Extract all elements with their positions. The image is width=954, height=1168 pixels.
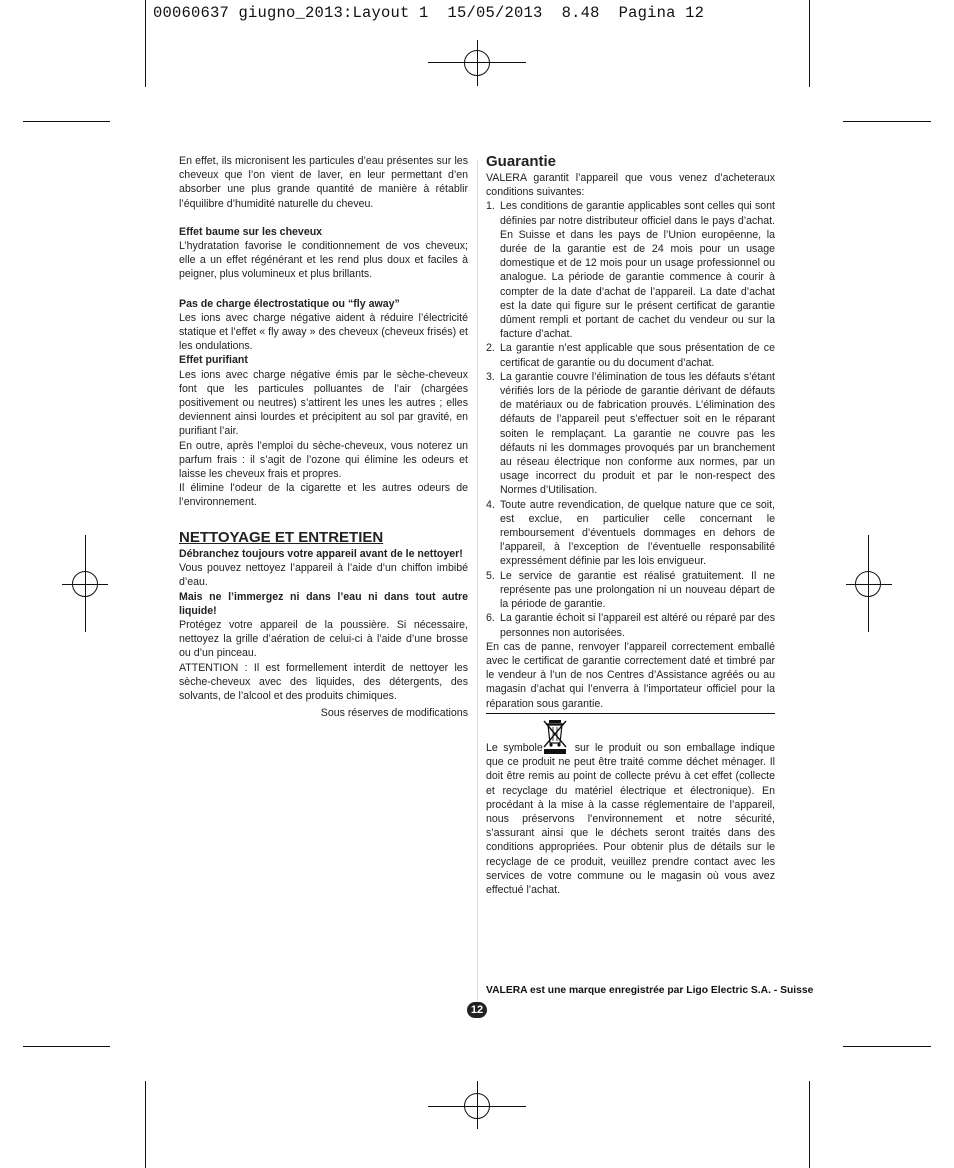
section-heading: Pas de charge électrostatique ou “fly away”: [179, 297, 400, 310]
list-item: 4. Toute autre revendication, de quelque nature que ce soit, est exclue, en particulier celle concernant le remboursement d’éventuels dommages en dehors de l’appareil, à l’exception de l’éventuelle responsabilité expressément définie par les lois envigueur.: [486, 498, 775, 568]
weee-text: sur le produit ou son emballage indique que ce produit ne peut être traité comme déchet ménager. Il doit être remis au point de collecte prévu à cet effet (collecte et recyclage du matériel électrique et électronique). En procédant à la mise à la casse réglementaire de l’appareil, nous préservons l’environnement et notre sécurité, s’assurant ainsi que le déchets seront traités dans des conditions appropriées. Pour obtenir plus de détails sur le recyclage de ce produit, veuillez prendre contact avec les services de votre commune ou le magasin où vous avez effectué l’achat.: [486, 742, 775, 897]
column-separator: [477, 160, 478, 1010]
cleaning-text: ATTENTION : Il est formellement interdit de nettoyer les sèche-cheveux avec des liquides, des détergents, des solvants, de l’alcool et des produits chimiques.: [179, 661, 468, 703]
section-text: Les ions avec charge négative aident à réduire l’électricité statique et l’effet « fly away » des cheveux (cheveux frisés) et les ondulations.: [179, 311, 468, 353]
trademark-footer: VALERA est une marque enregistrée par Ligo Electric S.A. - Suisse: [486, 985, 814, 996]
warranty-conditions: [486, 199, 775, 639]
list-item: 3. La garantie couvre l’élimination de tous les défauts s’étant vérifiés lors de la période de garantie dérivant de défauts de matériaux ou de fabrication prouvés. L’élimination des défauts de l’appareil peut s’effectuer soit en le réparant soiten le remplaçant. La garantie ne couvre pas les défauts ni les dommages provoqués par un branchement au réseau électrique non conforme aux normes, par un usage incorrect du produit et par le non-respect des Normes d’Utilisation.: [486, 370, 775, 497]
warranty-outro: En cas de panne, renvoyer l’appareil correctement emballé avec le certificat de garantie correctement daté et timbré par le vendeur à l’un de nos Centres d’Assistance agréés ou au magasin d’achat qui l’enverra à l’importateur officiel pour la réparation sous garantie.: [486, 640, 775, 710]
weee-notice: [486, 741, 775, 897]
warranty-section: [486, 153, 775, 711]
weee-text-start: Le symbole: [486, 742, 543, 754]
cleaning-section: [179, 529, 468, 703]
cleaning-title: NETTOYAGE ET ENTRETIEN: [179, 529, 384, 546]
print-slug: 00060637 giugno_2013:Layout 1 15/05/2013 8.48 Pagina 12: [153, 4, 705, 22]
reserve-note: Sous réserves de modifications: [320, 707, 468, 719]
cleaning-text: Vous pouvez nettoyez l’appareil à l’aide d’un chiffon imbibé d’eau.: [179, 562, 468, 589]
list-item: 5. Le service de garantie est réalisé gratuitement. Il ne représente pas une prolongation ni un nouveau départ de la période de garantie.: [486, 569, 775, 611]
cleaning-warning: Débranchez toujours votre appareil avant de le nettoyer!: [179, 548, 463, 560]
section-divider: [486, 713, 775, 714]
section-text: Les ions avec charge négative émis par le sèche-cheveux font que les particules polluantes de l’air (chargées positivement ou neutres) s’attirent les unes les autres ; elles deviennent ainsi lourdes et précipitent au sol par gravité, en purifiant l’air.: [179, 368, 468, 438]
list-item: 2. La garantie n’est applicable que sous présentation de ce certificat de garantie ou du document d’achat.: [486, 342, 775, 369]
section-text: En outre, après l’emploi du sèche-cheveux, vous noterez un parfum frais : il s’agit de l’ozone qui élimine les odeurs et laisse les cheveux frais et propres.: [179, 439, 468, 481]
section-text: Il élimine l’odeur de la cigarette et les autres odeurs de l’environnement.: [179, 482, 468, 509]
section-text: L’hydratation favorise le conditionnement de vos cheveux; elle a un effet régénérant et les rend plus doux et faciles à peigner, plus volumineux et plus brillants.: [179, 240, 468, 281]
section-heading: Effet purifiant: [179, 354, 248, 367]
page-number: 12: [467, 1002, 487, 1018]
cleaning-warning: Mais ne l’immergez ni dans l’eau ni dans tout autre liquide!: [179, 590, 468, 617]
intro-paragraph: En effet, ils micronisent les particules d’eau présentes sur les cheveux que l’on vient de laver, en leur permettant d’en absorber une plus grande quantité de manière à rétablir l’équilibre d’humidité naturelle du cheveu.: [179, 155, 468, 210]
list-item: 6. La garantie échoit si l’appareil est altéré ou réparé par des personnes non autorisées.: [486, 612, 775, 639]
section-heading: Effet baume sur les cheveux: [179, 225, 323, 238]
left-column: [179, 154, 468, 510]
warranty-intro: VALERA garantit l’appareil que vous venez d’acheteraux conditions suivantes:: [486, 172, 775, 199]
warranty-title: Guarantie: [486, 153, 557, 170]
list-item: 1. Les conditions de garantie applicables sont celles qui sont définies par notre distributeur officiel dans le pays d’achat. En Suisse et dans les pays de l’Union européenne, la durée de la garantie est de 24 mois pour un usage domestique et de 12 mois pour un usage professionnel ou analogue. La période de garantie commence à courir à compter de la date d’achat de l’appareil. La date d’achat est la date qui figure sur le présent certificat de garantie dûment rempli et portant de cachet du vendeur ou sur la facture d’achat.: [486, 200, 775, 341]
cleaning-text: Protégez votre appareil de la poussière. Si nécessaire, nettoyez la grille d’aération de celui-ci à l’aide d’une brosse ou d’un pinceau.: [179, 619, 468, 660]
